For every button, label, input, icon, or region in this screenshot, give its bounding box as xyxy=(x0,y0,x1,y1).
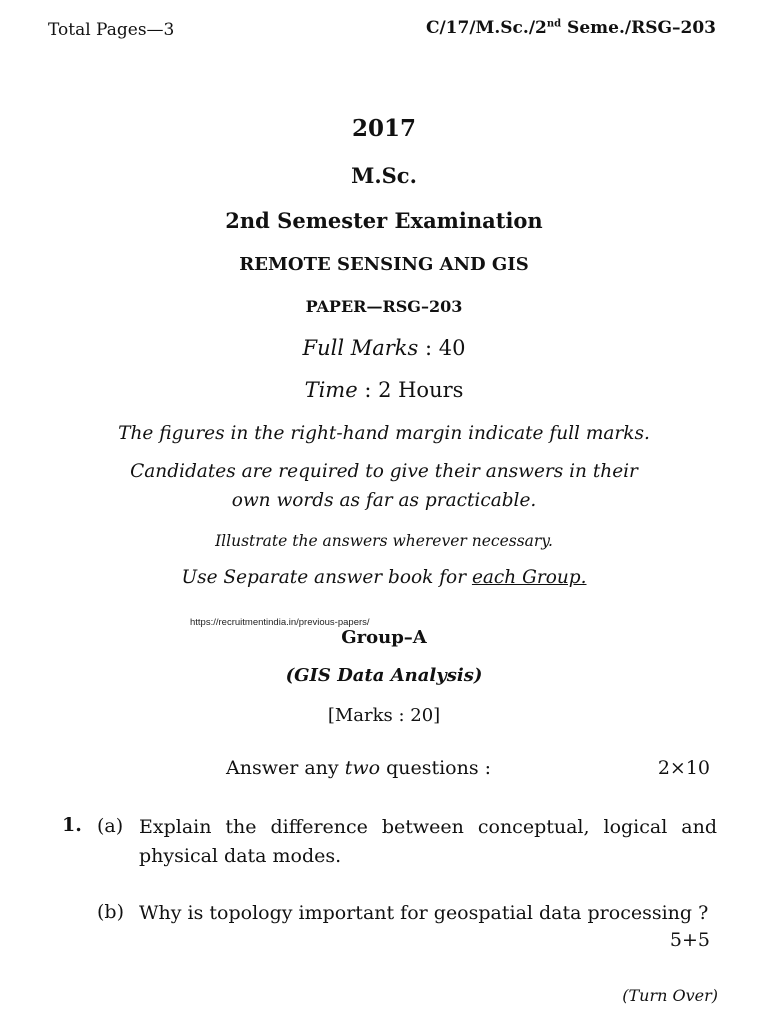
instruction-answer-book: Use Separate answer book for each Group. xyxy=(181,567,587,588)
question-marks: 5+5 xyxy=(669,929,710,951)
exam-time: Time : 2 Hours xyxy=(304,378,464,402)
instruction-marks: The figures in the right-hand margin indicate full marks. xyxy=(118,423,650,444)
instruction-illustrate: Illustrate the answers wherever necessary. xyxy=(215,532,553,550)
question-number: 1. xyxy=(62,814,82,836)
paper-code-title: PAPER—RSG–203 xyxy=(305,297,463,316)
total-pages: Total Pages—3 xyxy=(48,20,175,40)
full-marks: Full Marks : 40 xyxy=(302,336,466,360)
watermark-url: https://recruitmentindia.in/previous-papers/ xyxy=(190,617,370,628)
question-part-label: (a) xyxy=(97,815,124,837)
degree-title: M.Sc. xyxy=(351,163,417,188)
question-part-text: Explain the difference between conceptual, logical and physical data modes. xyxy=(139,816,717,867)
exam-year: 2017 xyxy=(351,115,416,142)
paper-code: C/17/M.Sc./2nd Seme./RSG–203 xyxy=(425,18,716,38)
group-heading: Group–A xyxy=(341,627,427,648)
question-part-label: (b) xyxy=(97,901,124,923)
answer-marks: 2×10 xyxy=(657,757,710,779)
group-subtitle: (GIS Data Analysis) xyxy=(285,665,483,686)
question-part-text: Why is topology important for geospatial data processing ? xyxy=(139,902,709,924)
group-marks: [Marks : 20] xyxy=(327,705,441,726)
instruction-own-words-2: own words as far as practicable. xyxy=(231,490,537,511)
turn-over-note: (Turn Over) xyxy=(622,986,718,1005)
exam-title: 2nd Semester Examination xyxy=(225,208,543,233)
answer-instruction: Answer any two questions : xyxy=(226,757,492,779)
subject-title: REMOTE SENSING AND GIS xyxy=(239,254,529,275)
instruction-own-words-1: Candidates are required to give their answers in their xyxy=(130,461,638,482)
